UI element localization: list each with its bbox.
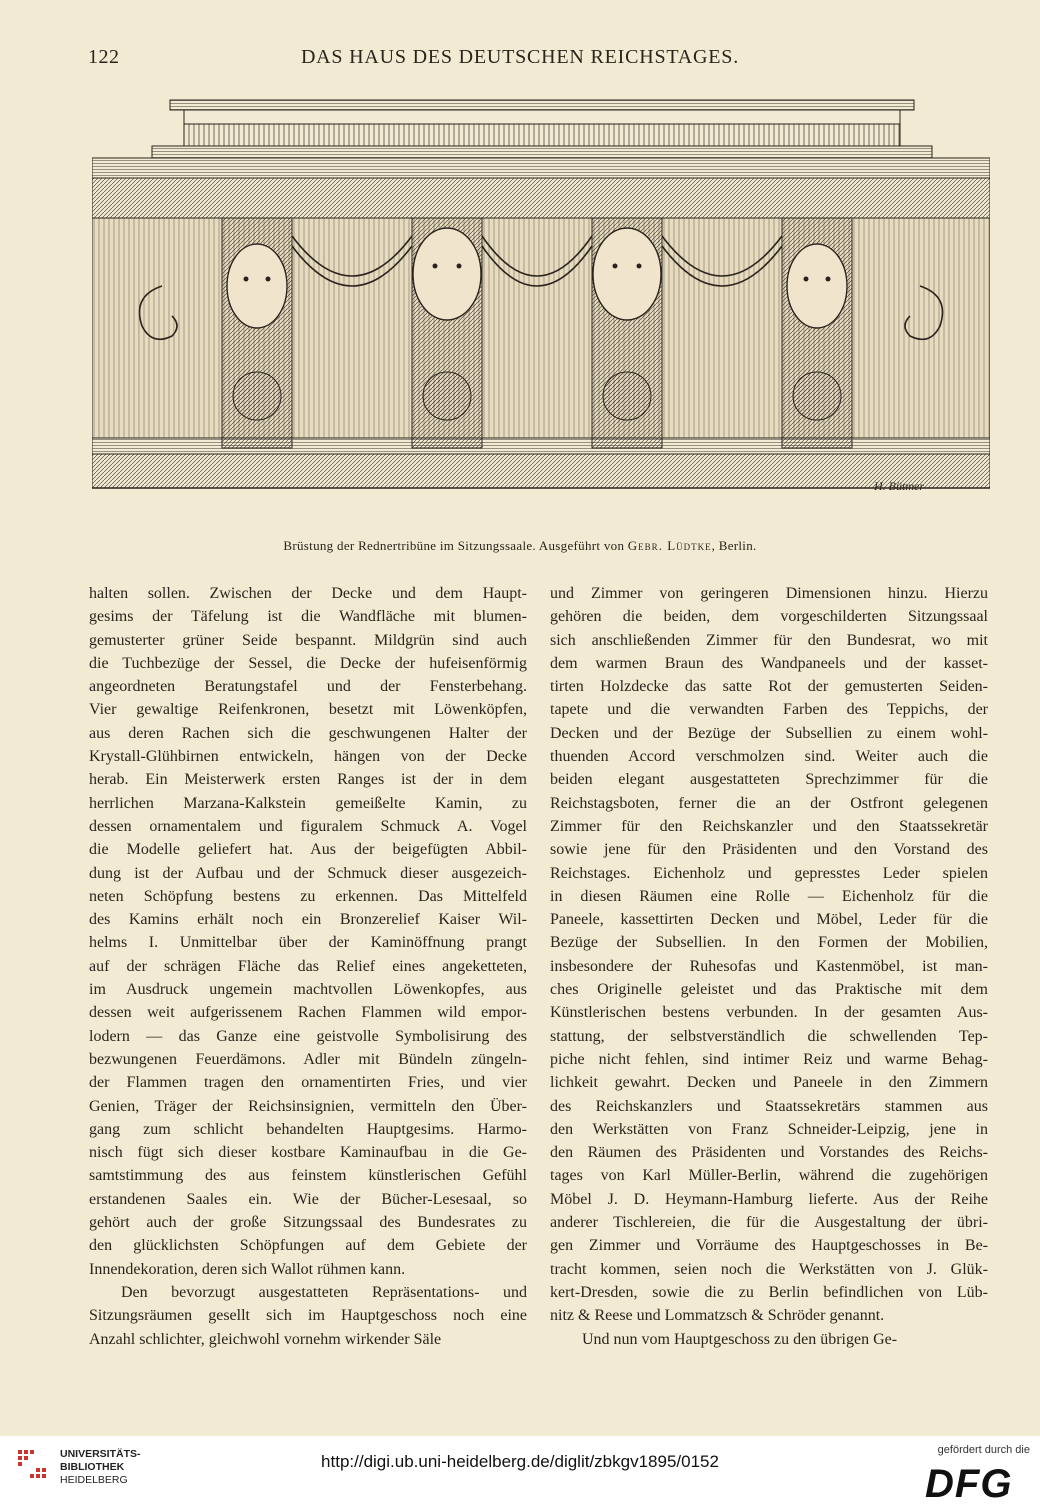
text-line: gehören die beiden, dem vorgeschilderten Sitzungssaal — [550, 608, 988, 626]
text-line: helms I. Unmittelbar über der Kaminöffnung prangt — [89, 934, 527, 952]
text-line: insbesondere der Ruhesofas und Kastenmöbel, ist man- — [550, 957, 988, 975]
right-text-column — [550, 582, 988, 1351]
text-line: den Räumen des Präsidenten und Vorstandes des Reichs- — [550, 1144, 988, 1162]
text-line: ches Originelle geleistet und das Praktische mit dem — [550, 981, 988, 999]
text-line: anderer Tischlereien, die für die Ausgestaltung der übri- — [550, 1214, 988, 1232]
text-line: Reichstages. Eichenholz und gepresstes Leder spielen — [550, 864, 988, 882]
text-line: dem warmen Braun des Wandpaneels und der kasset- — [550, 654, 988, 672]
text-line: Genien, Träger der Reichsinsignien, vermitteln den Über- — [89, 1097, 527, 1115]
text-line: gang zum schlicht behandelten Hauptgesims. Harmo- — [89, 1120, 527, 1138]
footer-bar — [0, 1436, 1040, 1510]
text-line: tirten Holzdecke das satte Rot der gemusterten Seiden- — [550, 678, 988, 696]
text-line: kert-Dresden, sowie die zu Berlin befindlichen von Lüb- — [550, 1283, 988, 1301]
text-line: herrlichen Marzana-Kalkstein gemeißelte Kamin, zu — [89, 794, 527, 812]
text-line: und Zimmer von geringeren Dimensionen hinzu. Hierzu — [550, 585, 988, 602]
text-line: Paneele, kassettirten Decken und Möbel, Leder für die — [550, 911, 988, 929]
text-line: thuenden Accord verschmolzen sind. Weiter auch die — [550, 748, 988, 766]
text-line: gemusterter grüner Seide bespannt. Mildgrün sind auch — [89, 631, 527, 649]
text-line: im Ausdruck ungemein machtvollen Löwenkopfes, aus — [89, 981, 527, 999]
dfg-logo: DFG — [925, 1462, 1013, 1506]
text-line: dung ist der Aufbau und der Schmuck dieser ausgezeich- — [89, 864, 527, 882]
text-line: halten sollen. Zwischen der Decke und dem Haupt- — [89, 585, 527, 602]
text-line: den glücklichsten Schöpfungen auf dem Gebiete der — [89, 1237, 527, 1255]
text-line: Bezüge der Subsellien. In den Formen der Mobilien, — [550, 934, 988, 952]
text-line: des Reichskanzlers und Staatssekretärs stammen aus — [550, 1097, 988, 1115]
text-line: in diesen Räumen eine Rolle — Eichenholz für die — [550, 887, 988, 905]
text-line: stattung, der selbstverständlich die schwellenden Tep- — [550, 1027, 988, 1045]
text-line: tapete und die verwandten Farben des Teppichs, der — [550, 701, 988, 719]
engraver-signature: H. Bütmer — [874, 479, 924, 493]
tribune-balustrade-engraving — [92, 96, 990, 516]
text-line: gehört auch der große Sitzungssaal des Bundesrates zu — [89, 1214, 527, 1232]
page-number: 122 — [88, 46, 120, 68]
text-line: tages von Karl Müller-Berlin, während die zugehörigen — [550, 1167, 988, 1185]
text-line: nitz & Reese und Lommatzsch & Schröder genannt. — [550, 1307, 885, 1325]
text-line: Reichstagsboten, ferner die an der Ostfront gelegenen — [550, 794, 988, 812]
text-line: die Tuchbezüge der Sessel, die Decke der hufeisenförmig — [89, 654, 527, 672]
text-line: sowie jene für den Präsidenten und den Vorstand des — [550, 841, 988, 859]
text-line: Decken und der Bezüge der Subsellien zu einem wohl- — [550, 724, 988, 742]
text-line: nisch fügt sich dieser kostbare Kaminaufbau in die Ge- — [89, 1144, 527, 1162]
text-line: piche nicht fehlen, sind intimer Reiz und warme Behag- — [550, 1050, 988, 1068]
text-line: auf der schrägen Fläche das Relief eines angeketteten, — [89, 957, 527, 975]
text-line: angeordneten Beratungstafel und der Fensterbehang. — [89, 678, 527, 696]
text-line: der Flammen tragen den ornamentirten Fries, und vier — [89, 1074, 527, 1092]
text-line: herab. Ein Meisterwerk ersten Ranges ist der in dem — [89, 771, 527, 789]
text-line: tracht kommen, seien noch die Werkstätten von J. Glük- — [550, 1260, 988, 1278]
text-line: dessen weit aufgerissenem Rachen Flammen wild empor- — [89, 1004, 527, 1022]
caption-text: Brüstung der Rednertribüne im Sitzungssaale. Ausgeführt von — [283, 538, 628, 553]
text-line: lichkeit gewahrt. Decken und Paneele in den Zimmern — [550, 1074, 988, 1092]
text-line: gesims der Täfelung ist die Wandfläche mit blumen- — [89, 608, 527, 626]
text-line: lodern — das Ganze eine geistvolle Symbolisirung des — [89, 1027, 527, 1045]
text-line: Krystall-Glühbirnen entwickeln, hängen von der Decke — [89, 748, 527, 766]
text-line: Anzahl schlichter, gleichwohl vornehm wirkender Säle — [89, 1330, 442, 1348]
text-line: Den bevorzugt ausgestatteten Repräsentations- und — [121, 1283, 527, 1301]
text-line: den Werkstätten von Franz Schneider-Leipzig, jene in — [550, 1120, 988, 1138]
caption-firm: Gebr. Lüdtke — [627, 538, 712, 553]
text-line: sich anschließenden Zimmer für den Bundesrat, wo mit — [550, 631, 988, 649]
figure-caption — [0, 538, 1040, 554]
text-line: aus deren Rachen sich die geschwungenen Halter der — [89, 724, 527, 742]
text-line: Zimmer für den Reichskanzler und den Staatssekretär — [550, 817, 988, 835]
library-line-3: HEIDELBERG — [60, 1474, 128, 1486]
text-line: gen Zimmer und Vorräume des Hauptgeschosses in Be- — [550, 1237, 988, 1255]
text-line: die Modelle geliefert hat. Aus der beigefügten Abbil- — [89, 841, 527, 859]
library-line-1: UNIVERSITÄTS- — [60, 1448, 141, 1460]
text-line: Möbel J. D. Heymann-Hamburg lieferte. Aus der Reihe — [550, 1190, 988, 1208]
running-head: DAS HAUS DES DEUTSCHEN REICHSTAGES. — [300, 46, 740, 68]
permalink-url[interactable]: http://digi.ub.uni-heidelberg.de/diglit/zbkgv1895/0152 — [321, 1452, 719, 1471]
text-line: neten Schöpfung bestens zu erkennen. Das Mittelfeld — [89, 887, 527, 905]
caption-end: , Berlin. — [711, 538, 757, 553]
text-line: erstandenen Saales ein. Wie der Bücher-Lesesaal, so — [89, 1190, 527, 1208]
text-line: Und nun vom Hauptgeschoss zu den übrigen Ge- — [582, 1330, 898, 1348]
library-line-2: BIBLIOTHEK — [60, 1461, 125, 1473]
text-line: bezwungenen Feuerdämons. Adler mit Bündeln züngeln- — [89, 1050, 527, 1068]
text-line: samtstimmung des aus feinstem künstlerischen Gefühl — [89, 1167, 527, 1185]
text-line: Innendekoration, deren sich Wallot rühmen kann. — [89, 1260, 406, 1278]
text-line: Sitzungsräumen gesellt sich im Hauptgeschoss noch eine — [89, 1307, 527, 1325]
sponsor-text: gefördert durch die — [937, 1444, 1030, 1456]
text-line: des Kamins erhält noch ein Bronzerelief Kaiser Wil- — [89, 911, 527, 929]
text-line: Vier gewaltige Reifenkronen, besetzt mit Löwenköpfen, — [89, 701, 527, 719]
left-text-column — [89, 582, 527, 1351]
text-line: dessen ornamentalem und figuralem Schmuck A. Vogel — [89, 817, 527, 835]
text-line: beiden elegant ausgestatteten Sprechzimmer für die — [550, 771, 988, 789]
text-line: Künstlerischen bestens verbunden. In der gesamten Aus- — [550, 1004, 988, 1022]
